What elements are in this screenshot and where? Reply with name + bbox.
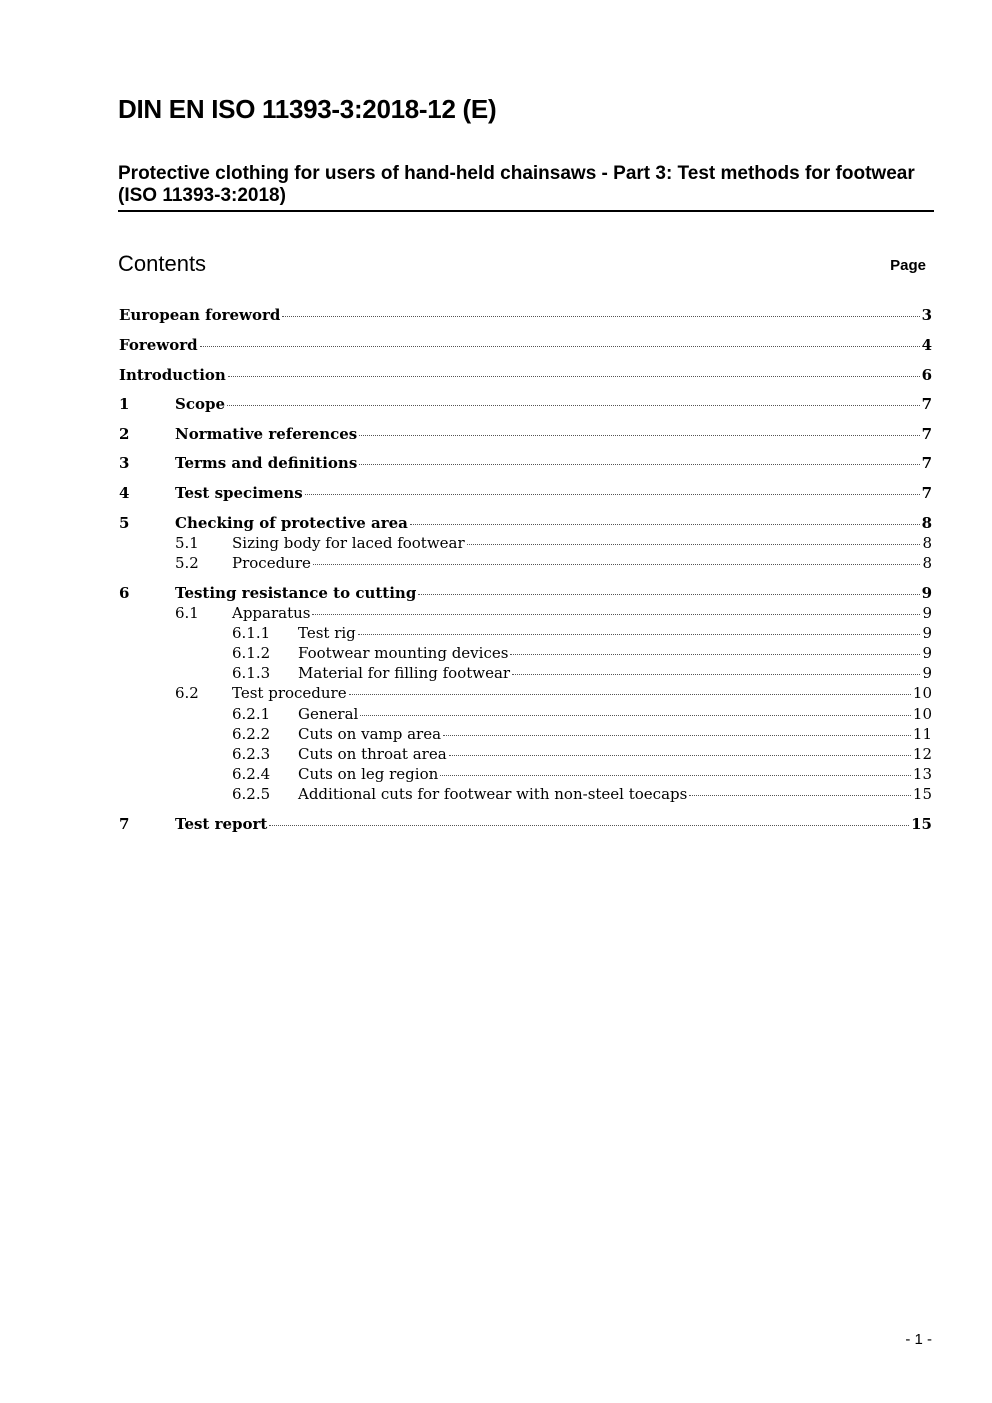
- dot-leader: [228, 376, 920, 377]
- toc-entry-number: 6.2.5: [232, 785, 271, 803]
- dot-leader: [359, 464, 919, 465]
- toc-entry-title: Footwear mounting devices: [298, 644, 509, 662]
- toc-entry-page: 9: [922, 624, 932, 642]
- dot-leader: [689, 795, 911, 796]
- toc-entry[interactable]: [119, 365, 932, 385]
- toc-entry-page: 9: [922, 604, 932, 622]
- toc-entry-page: 13: [912, 765, 932, 783]
- toc-entry-title: Test report: [175, 815, 268, 833]
- dot-leader: [512, 674, 920, 675]
- toc-entry-page: 3: [921, 306, 932, 324]
- toc-entry-number: 6.1.2: [232, 644, 271, 662]
- dot-leader: [305, 494, 920, 495]
- toc-entry-title: Cuts on leg region: [298, 765, 439, 783]
- toc-entry-number: 6.1: [175, 604, 199, 622]
- toc-entry-title: Cuts on throat area: [298, 745, 447, 763]
- toc-entry-page: 8: [921, 514, 932, 532]
- toc-entry-title: Test rig: [298, 624, 356, 642]
- toc-entry-number: 6.2: [175, 684, 199, 702]
- toc-entry-number: 5.1: [175, 534, 199, 552]
- toc-entry-page: 7: [921, 454, 932, 472]
- toc-entry-number: 6.1.1: [232, 624, 271, 642]
- toc-entry-page: 7: [921, 425, 932, 443]
- toc-entry[interactable]: [119, 394, 932, 414]
- dot-leader: [312, 614, 920, 615]
- dot-leader: [358, 634, 921, 635]
- toc-entry-page: 7: [921, 395, 932, 413]
- toc-entry-title: Apparatus: [232, 604, 311, 622]
- toc-entry-page: 8: [922, 534, 932, 552]
- toc-entry-page: 12: [912, 745, 932, 763]
- toc-entry-title: Introduction: [119, 366, 226, 384]
- document-subtitle: Protective clothing for users of hand-held chainsaws - Part 3: Test methods for footwear (ISO 11393-3:2018): [118, 163, 915, 206]
- toc-entry-number: 6: [119, 584, 130, 602]
- toc-entry-number: 5: [119, 514, 130, 532]
- toc-entry-page: 15: [911, 815, 932, 833]
- toc-entry-page: 8: [922, 554, 932, 572]
- dot-leader: [443, 735, 911, 736]
- toc-entry-number: 6.2.1: [232, 705, 271, 723]
- toc-entry-page: 11: [912, 725, 932, 743]
- toc-entry[interactable]: [175, 553, 932, 573]
- dot-leader: [449, 755, 911, 756]
- toc-entry[interactable]: [175, 683, 932, 703]
- toc-entry-page: 10: [912, 684, 932, 702]
- toc-entry[interactable]: [175, 533, 932, 553]
- toc-entry[interactable]: [232, 764, 932, 784]
- dot-leader: [313, 564, 921, 565]
- toc-entry-number: 3: [119, 454, 130, 472]
- dot-leader: [227, 405, 920, 406]
- dot-leader: [269, 825, 909, 826]
- toc-entry-number: 6.2.4: [232, 765, 271, 783]
- toc-entry-title: Terms and definitions: [175, 454, 358, 472]
- toc-entry[interactable]: [119, 583, 932, 603]
- toc-entry-title: Test procedure: [232, 684, 347, 702]
- toc-entry-page: 7: [921, 484, 932, 502]
- toc-entry-title: Testing resistance to cutting: [175, 584, 417, 602]
- dot-leader: [440, 775, 911, 776]
- dot-leader: [467, 544, 921, 545]
- toc-entry[interactable]: [232, 704, 932, 724]
- toc-entry-page: 9: [922, 664, 932, 682]
- toc-entry-page: 9: [921, 584, 932, 602]
- page-number: - 1 -: [905, 1331, 932, 1348]
- dot-leader: [510, 654, 920, 655]
- toc-entry-page: 9: [922, 644, 932, 662]
- toc-entry-number: 7: [119, 815, 130, 833]
- toc-entry[interactable]: [232, 744, 932, 764]
- title-divider: [118, 210, 934, 212]
- toc-entry-title: Checking of protective area: [175, 514, 408, 532]
- document-title: DIN EN ISO 11393-3:2018-12 (E): [118, 94, 497, 124]
- toc-entry[interactable]: [232, 663, 932, 683]
- toc-entry[interactable]: [232, 724, 932, 744]
- toc-entry-title: Additional cuts for footwear with non-steel toecaps: [298, 785, 688, 803]
- toc-entry[interactable]: [119, 335, 932, 355]
- dot-leader: [200, 346, 920, 347]
- toc-entry-number: 1: [119, 395, 130, 413]
- toc-entry-title: Test specimens: [175, 484, 303, 502]
- dot-leader: [418, 594, 919, 595]
- toc-entry[interactable]: [119, 513, 932, 533]
- toc-entry-page: 10: [912, 705, 932, 723]
- toc-entry[interactable]: [119, 453, 932, 473]
- toc-entry[interactable]: [232, 623, 932, 643]
- toc-entry[interactable]: [119, 424, 932, 444]
- toc-entry[interactable]: [175, 603, 932, 623]
- dot-leader: [359, 435, 919, 436]
- toc-entry-title: Cuts on vamp area: [298, 725, 442, 743]
- toc-entry-title: Procedure: [232, 554, 311, 572]
- toc-entry-title: Material for filling footwear: [298, 664, 511, 682]
- toc-entry[interactable]: [119, 483, 932, 503]
- toc-entry-number: 6.1.3: [232, 664, 271, 682]
- toc-entry-page: 4: [921, 336, 932, 354]
- toc-entry-number: 6.2.2: [232, 725, 271, 743]
- toc-entry-number: 5.2: [175, 554, 199, 572]
- toc-entry-number: 2: [119, 425, 130, 443]
- toc-entry[interactable]: [119, 305, 932, 325]
- dot-leader: [282, 316, 919, 317]
- toc-entry[interactable]: [232, 784, 932, 804]
- page-column-label: Page: [890, 257, 926, 274]
- toc-entry-page: 6: [921, 366, 932, 384]
- dot-leader: [349, 694, 911, 695]
- toc-entry[interactable]: [232, 643, 932, 663]
- toc-entry-title: Foreword: [119, 336, 198, 354]
- dot-leader: [360, 715, 911, 716]
- toc-entry-number: 4: [119, 484, 130, 502]
- contents-heading: Contents: [118, 251, 207, 276]
- toc-entry-title: General: [298, 705, 359, 723]
- toc-entry[interactable]: [119, 814, 932, 834]
- toc-entry-page: 15: [912, 785, 932, 803]
- toc-entry-title: Normative references: [175, 425, 358, 443]
- toc-entry-title: Scope: [175, 395, 226, 413]
- toc-entry-title: European foreword: [119, 306, 281, 324]
- dot-leader: [410, 524, 920, 525]
- toc-entry-title: Sizing body for laced footwear: [232, 534, 465, 552]
- toc-entry-number: 6.2.3: [232, 745, 271, 763]
